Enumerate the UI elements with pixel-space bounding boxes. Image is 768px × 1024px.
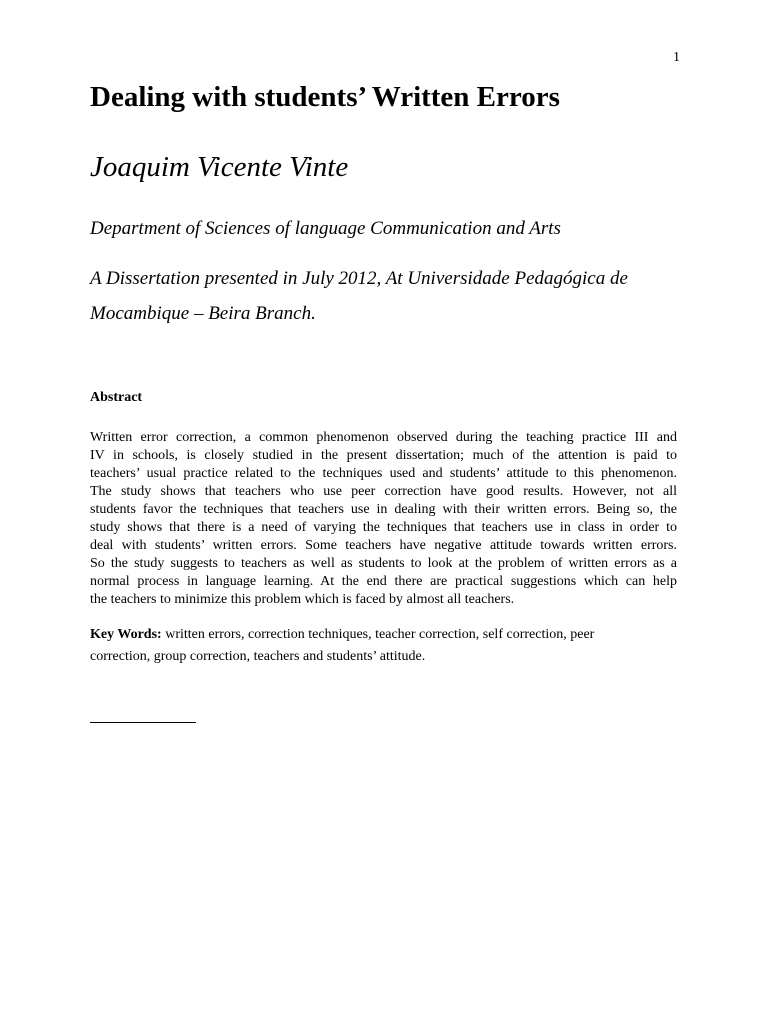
keywords-line-1 <box>90 624 690 646</box>
paper-title: Dealing with students’ Written Errors <box>90 81 560 113</box>
abstract-line: study shows that there is a need of varying the techniques that teachers use in class in order to <box>90 520 677 535</box>
abstract-line: the teachers to minimize this problem which is faced by almost all teachers. <box>90 592 515 607</box>
abstract-line: So the study suggests to teachers as well as students to look at the problem of written errors as a <box>90 556 677 571</box>
department-line: Department of Sciences of language Communication and Arts <box>90 218 561 239</box>
abstract-line: IV in schools, is closely studied in the present dissertation; much of the attention is paid to <box>90 448 677 463</box>
abstract-line: students favor the techniques that teachers use in dealing with their written errors. Being so, the <box>90 502 677 517</box>
abstract-body <box>90 429 677 609</box>
keywords-text: written errors, correction techniques, teacher correction, self correction, peer <box>161 627 595 642</box>
keywords-label: Key Words: <box>90 627 162 642</box>
page-number: 1 <box>673 50 680 65</box>
footnote-separator <box>90 722 196 723</box>
abstract-line: The study shows that teachers who use peer correction have good results. However, not all <box>90 484 677 499</box>
abstract-line: deal with students’ written errors. Some teachers have negative attitude towards written errors. <box>90 538 677 553</box>
abstract-heading: Abstract <box>90 390 143 405</box>
abstract-line: teachers’ usual practice related to the techniques used and students’ attitude to this phenomenon. <box>90 466 677 481</box>
abstract-line: normal process in language learning. At the end there are practical suggestions which can help <box>90 574 677 589</box>
dissertation-statement <box>90 261 690 331</box>
dissertation-line-1: A Dissertation presented in July 2012, At Universidade Pedagógica de <box>90 268 628 289</box>
keywords-line-2: correction, group correction, teachers and students’ attitude. <box>90 649 426 664</box>
author-name: Joaquim Vicente Vinte <box>90 151 349 183</box>
dissertation-line-2: Mocambique – Beira Branch. <box>90 303 316 324</box>
keywords-block <box>90 624 690 668</box>
abstract-line: Written error correction, a common phenomenon observed during the teaching practice III and <box>90 430 677 445</box>
